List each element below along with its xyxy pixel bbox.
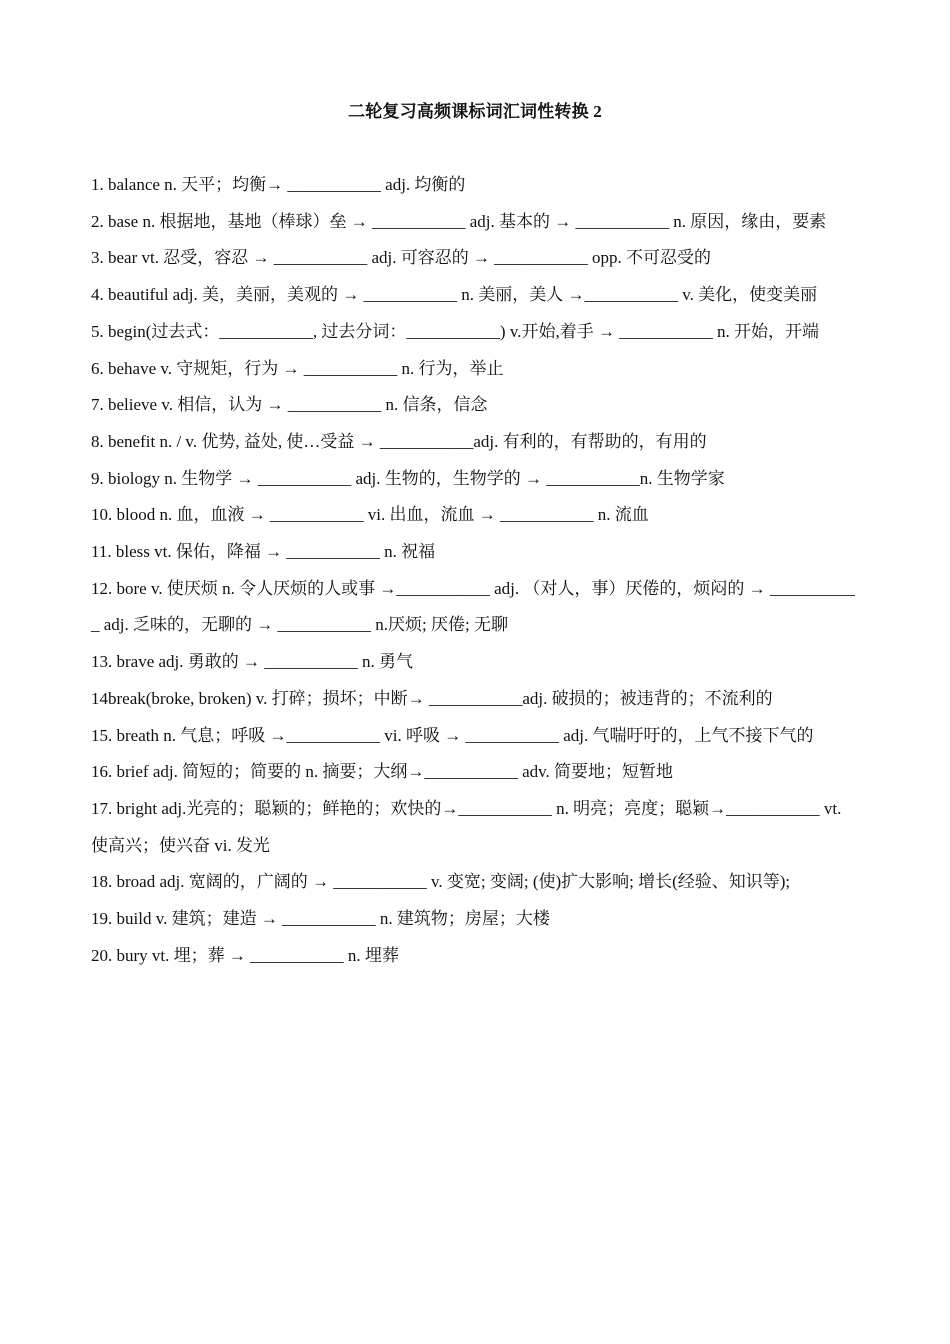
list-item: 12. bore v. 使厌烦 n. 令人厌烦的人或事 →___________ adj. （对人，事）厌倦的，烦闷的 → ___________ adj. 乏味的，无聊的 → ___________ n.厌烦; 厌倦; 无聊 — [91, 578, 855, 635]
page-title: 二轮复习高频课标词汇词性转换 2 — [348, 102, 602, 121]
list-item: 13. brave adj. 勇敢的 → ___________ n. 勇气 — [91, 652, 414, 672]
list-item: 15. breath n. 气息；呼吸 →___________ vi. 呼吸 → ___________ adj. 气喘吁吁的，上气不接下气的 — [91, 725, 814, 745]
list-item: 8. benefit n. / v. 优势, 益处, 使…受益 → ___________adj. 有利的，有帮助的，有用的 — [91, 431, 707, 451]
list-item: 14break(broke, broken) v. 打碎；损坏；中断→ ___________adj. 破损的；被违背的；不流利的 — [91, 688, 773, 708]
list-item: 5. begin(过去式：___________, 过去分词：___________) v.开始,着手 → ___________ n. 开始，开端 — [91, 321, 819, 341]
list-item: 7. believe v. 相信，认为 → ___________ n. 信条，信念 — [91, 395, 488, 415]
list-item: 17. bright adj.光亮的；聪颖的；鲜艳的；欢快的→___________ n. 明亮；亮度；聪颖→___________ vt. 使高兴；使兴奋 vi. 发光 — [91, 798, 842, 855]
list-item: 10. blood n. 血，血液 → ___________ vi. 出血，流血 → ___________ n. 流血 — [91, 505, 649, 525]
list-item: 20. bury vt. 埋；葬 → ___________ n. 埋葬 — [91, 945, 399, 965]
list-item: 4. beautiful adj. 美，美丽，美观的 → ___________ n. 美丽，美人 →___________ v. 美化，使变美丽 — [91, 285, 818, 305]
list-item: 9. biology n. 生物学 → ___________ adj. 生物的，生物学的 → ___________n. 生物学家 — [91, 468, 725, 488]
list-item: 2. base n. 根据地，基地（棒球）垒 → ___________ adj. 基本的 → ___________ n. 原因，缘由，要素 — [91, 211, 827, 231]
list-item: 11. bless vt. 保佑，降福 → ___________ n. 祝福 — [91, 542, 436, 562]
list-item: 3. bear vt. 忍受，容忍 → ___________ adj. 可容忍的 → ___________ opp. 不可忍受的 — [91, 248, 711, 268]
list-item: 18. broad adj. 宽阔的，广阔的 → ___________ v. 变宽; 变阔; (使)扩大影响; 增长(经验、知识等); — [91, 872, 791, 892]
list-item: 19. build v. 建筑；建造 → ___________ n. 建筑物；房屋；大楼 — [91, 909, 550, 929]
vocabulary-list — [91, 167, 861, 974]
list-item: 1. balance n. 天平；均衡→ ___________ adj. 均衡的 — [91, 175, 466, 194]
list-item: 16. brief adj. 简短的；简要的 n. 摘要；大纲→___________ adv. 简要地；短暂地 — [91, 762, 674, 782]
list-item: 6. behave v. 守规矩，行为 → ___________ n. 行为，举止 — [91, 358, 504, 378]
